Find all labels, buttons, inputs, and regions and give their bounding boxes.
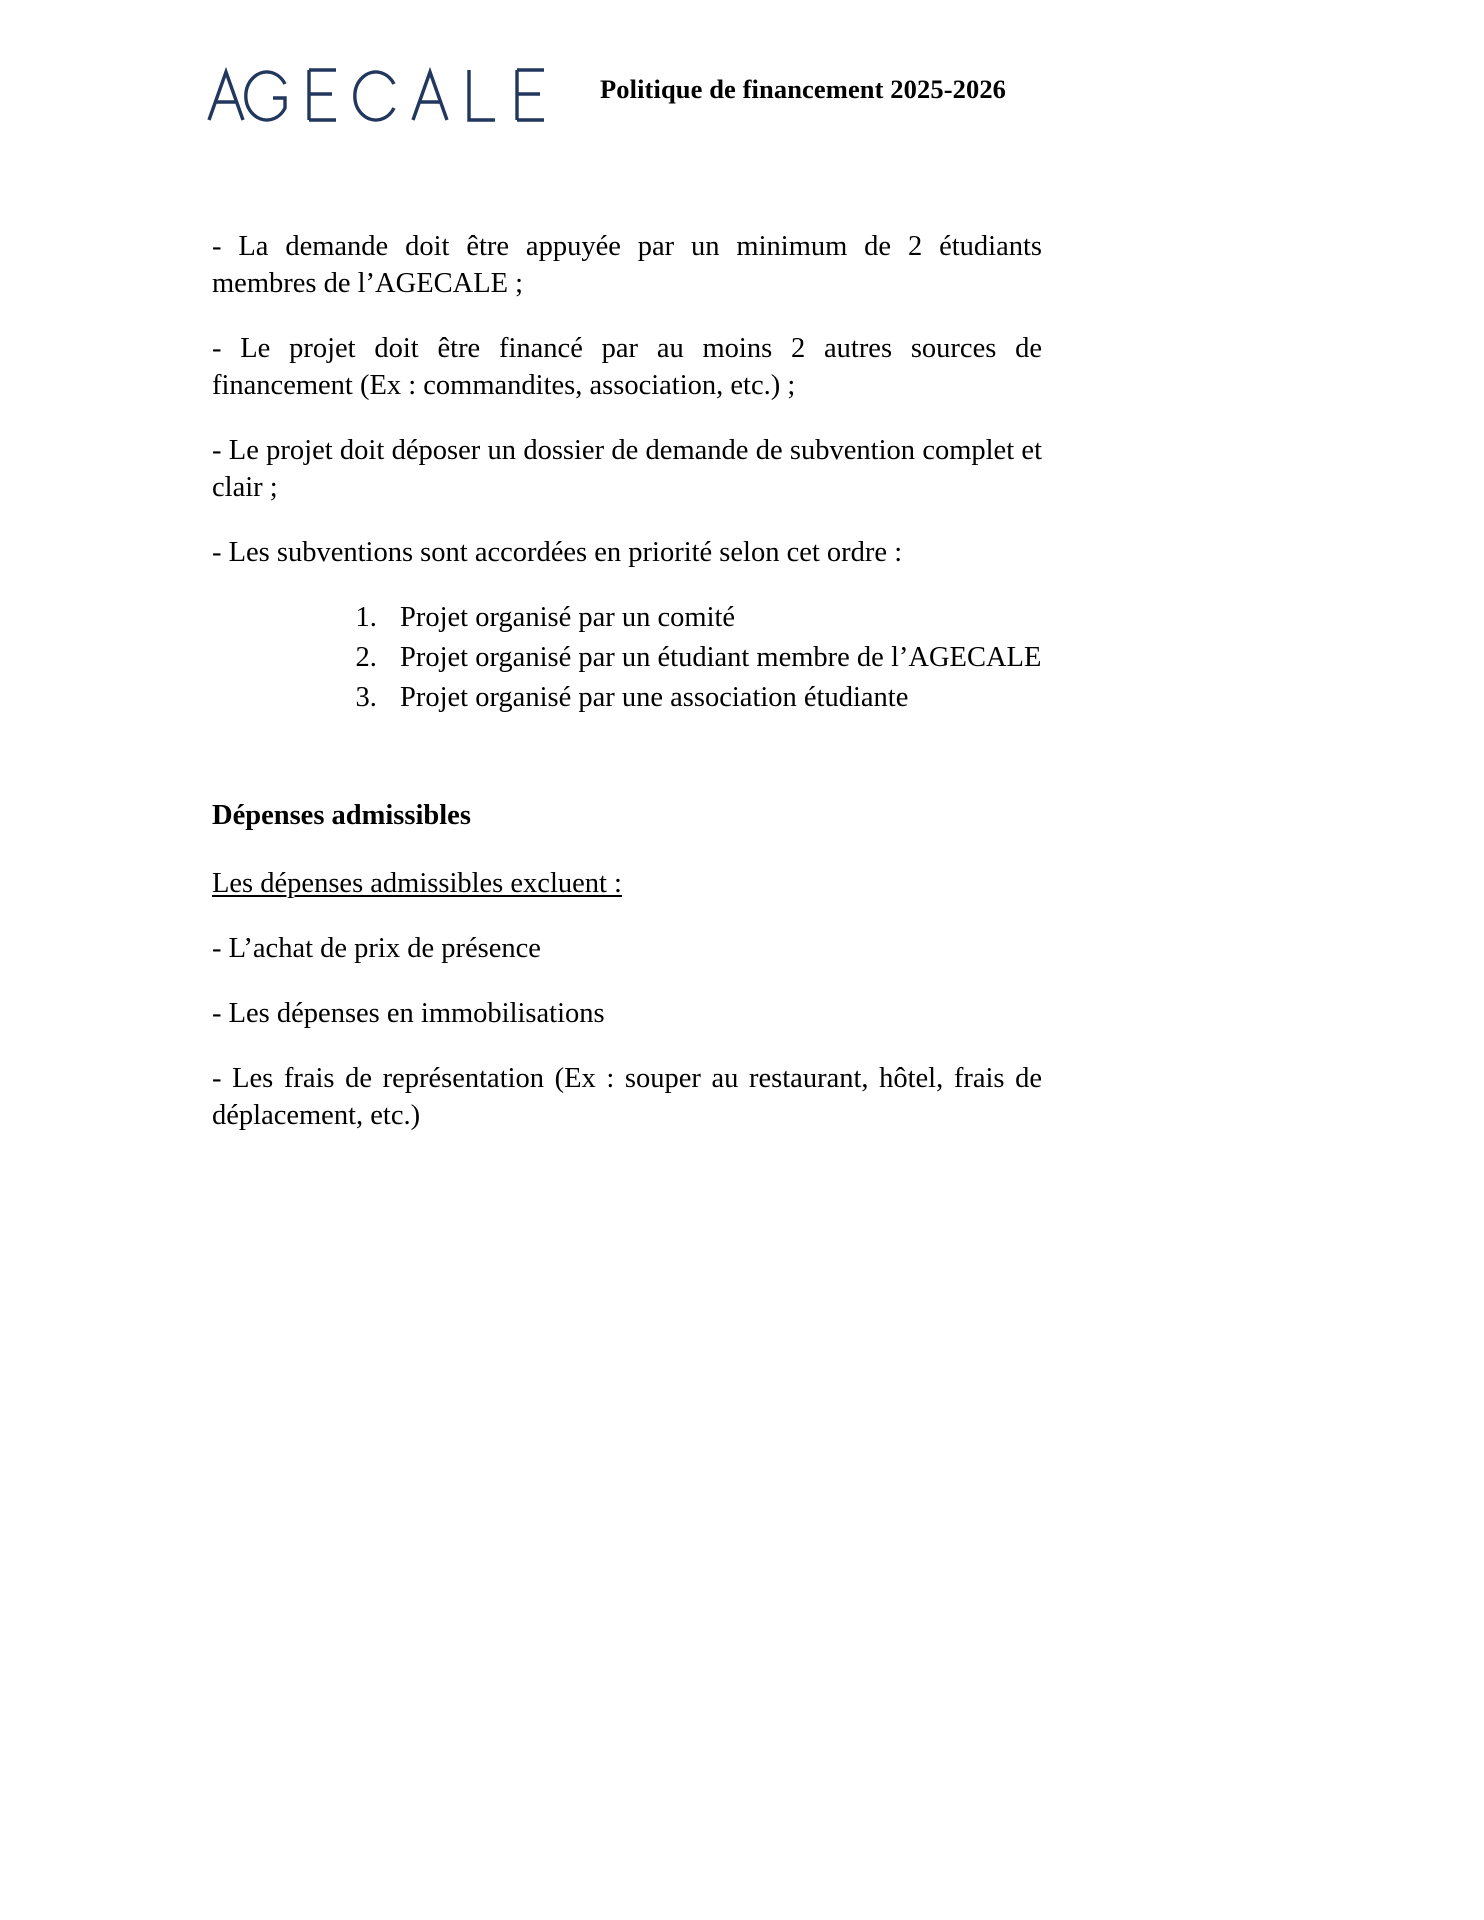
section-heading-depenses-admissibles: Dépenses admissibles xyxy=(212,800,471,832)
document-header xyxy=(0,0,1484,165)
condition-paragraph: - La demande doit être appuyée par un minimum de 2 étudiants membres de l’AGECALE ; xyxy=(212,231,1042,300)
condition-paragraph: - Les subventions sont accordées en priorité selon cet ordre : xyxy=(212,537,903,569)
priority-order-list xyxy=(212,599,1042,716)
agecale-logo xyxy=(205,58,605,128)
exclusion-paragraph: - Les dépenses en immobilisations xyxy=(212,997,605,1029)
list-item: 1. Projet organisé par un comité xyxy=(384,599,1042,636)
section-spacer xyxy=(212,719,1042,797)
list-item: 2. Projet organisé par un étudiant membre de l’AGECALE xyxy=(384,639,1042,676)
list-item: 3. Projet organisé par une association étudiante xyxy=(384,679,1042,716)
condition-paragraph: - Le projet doit être financé par au moins 2 autres sources de financement (Ex : commandites, association, etc.) ; xyxy=(212,333,1042,402)
exclusion-paragraph: - Les frais de représentation (Ex : souper au restaurant, hôtel, frais de déplacement, etc.) xyxy=(212,1062,1042,1131)
exclusion-paragraph: - L’achat de prix de présence xyxy=(212,932,541,964)
page-title: Politique de financement 2025-2026 xyxy=(600,74,1007,104)
exclusion-intro-text: Les dépenses admissibles excluent : xyxy=(212,867,622,899)
document-body xyxy=(212,228,1042,1134)
exclusion-intro xyxy=(212,865,1042,902)
condition-paragraph: - Le projet doit déposer un dossier de demande de subvention complet et clair ; xyxy=(212,435,1042,504)
